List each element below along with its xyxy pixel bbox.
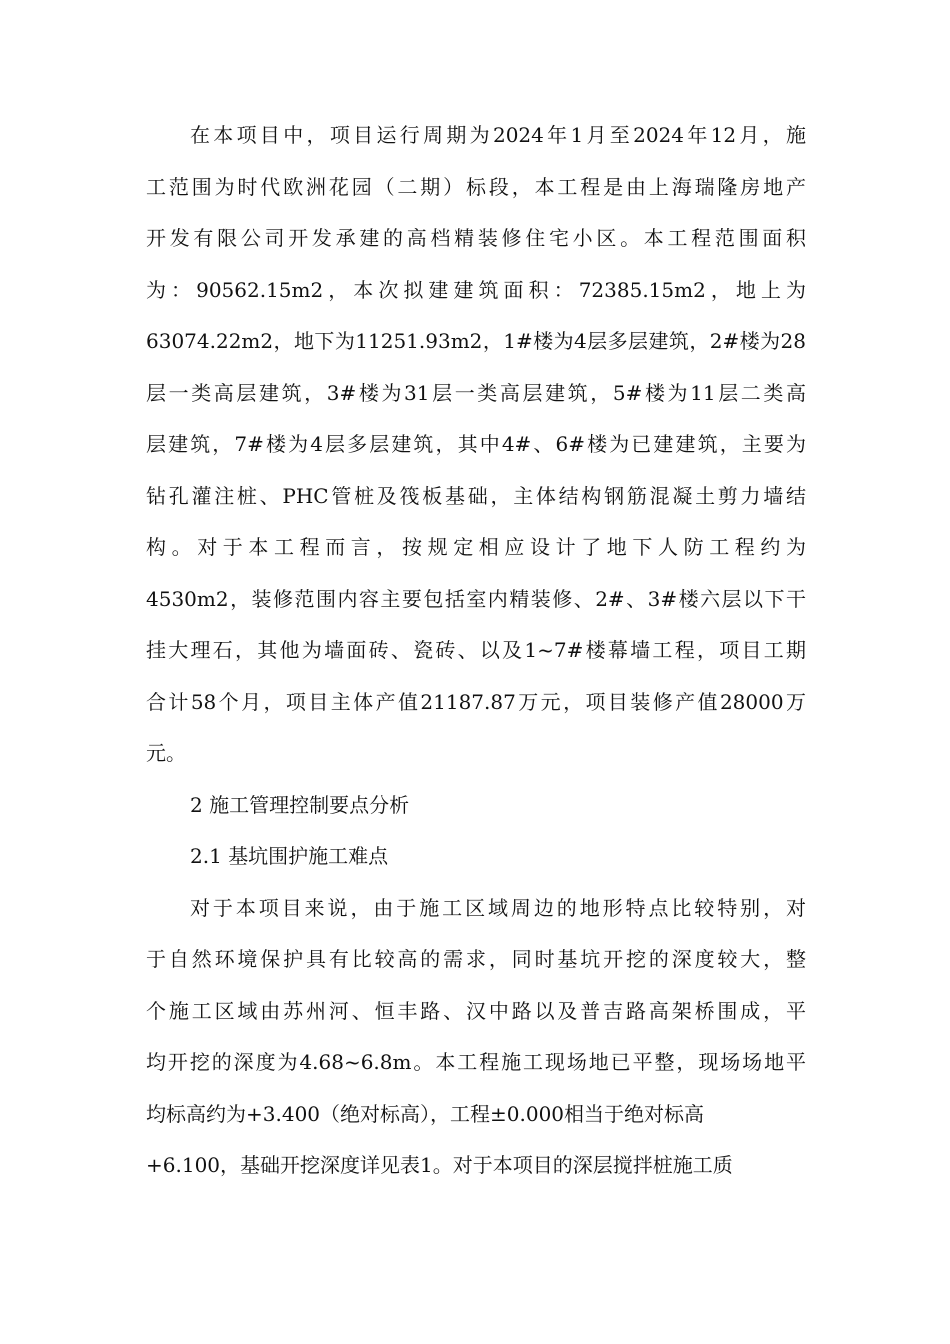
paragraph-line: +6.100，基础开挖深度详见表1。对于本项目的深层搅拌桩施工质 (146, 1153, 733, 1177)
paragraph-line: 均开挖的深度为4.68~6.8m。本工程施工现场地已平整，现场场地平 (146, 1050, 806, 1074)
paragraph-line: 在本项目中，项目运行周期为2024年1月至2024年12月，施 (190, 123, 806, 147)
paragraph-line: 均标高约为+3.400（绝对标高），工程±0.000相当于绝对标高 (146, 1101, 705, 1126)
paragraph-line: 于自然环境保护具有比较高的需求，同时基坑开挖的深度较大，整 (146, 947, 806, 971)
paragraph-line: 钻孔灌注桩、PHC管桩及筏板基础，主体结构钢筋混凝土剪力墙结 (146, 483, 806, 508)
section-heading: 2 施工管理控制要点分析 (190, 792, 410, 817)
paragraph-line: 合计58个月，项目主体产值21187.87万元，项目装修产值28000万 (146, 689, 806, 714)
paragraph-line: 层一类高层建筑，3#楼为31层一类高层建筑，5#楼为11层二类高 (146, 380, 806, 405)
paragraph-project-overview (146, 110, 806, 780)
paragraph-line: 个施工区域由苏州河、恒丰路、汉中路以及普吉路高架桥围成，平 (146, 998, 806, 1023)
paragraph-line: 对于本项目来说，由于施工区域周边的地形特点比较特别，对 (190, 895, 806, 920)
paragraph-line: 挂大理石，其他为墙面砖、瓷砖、以及1~7#楼幕墙工程，项目工期 (146, 638, 806, 662)
paragraph-line: 层建筑，7#楼为4层多层建筑，其中4#、6#楼为已建建筑，主要为 (146, 432, 806, 456)
paragraph-line: 构。对于本工程而言，按规定相应设计了地下人防工程约为 (146, 535, 806, 559)
paragraph-line: 63074.22m2，地下为11251.93m2，1#楼为4层多层建筑，2#楼为28 (146, 329, 806, 353)
paragraph-line: 工范围为时代欧洲花园（二期）标段，本工程是由上海瑞隆房地产 (146, 174, 806, 199)
document-body (146, 110, 806, 1192)
paragraph-foundation-pit (146, 883, 806, 1192)
paragraph-line: 开发有限公司开发承建的高档精装修住宅小区。本工程范围面积 (146, 226, 806, 250)
paragraph-line: 4530m2，装修范围内容主要包括室内精装修、2#、3#楼六层以下干 (146, 586, 806, 611)
subsection-heading: 2.1 基坑围护施工难点 (190, 844, 389, 868)
paragraph-line: 为：90562.15m2，本次拟建建筑面积：72385.15m2，地上为 (146, 277, 806, 302)
paragraph-line: 元。 (146, 741, 186, 765)
